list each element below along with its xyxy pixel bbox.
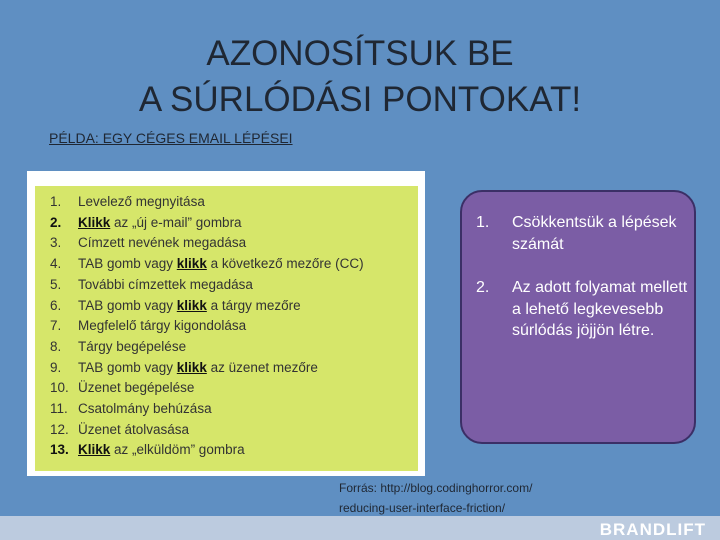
takeaway-item bbox=[476, 212, 698, 255]
source-line-2: reducing-user-interface-friction/ bbox=[339, 501, 506, 515]
step-text: Üzenet begépelése bbox=[78, 380, 195, 396]
step-item bbox=[50, 296, 420, 317]
brandlift-logo: BRANDLIFT bbox=[599, 520, 706, 539]
step-number: 4. bbox=[50, 256, 62, 272]
step-text: TAB gomb vagy bbox=[78, 297, 177, 313]
step-text: a tárgy mezőre bbox=[206, 297, 301, 313]
step-number: 12. bbox=[50, 421, 69, 437]
slide-title-line-2: A SÚRLÓDÁSI PONTOKAT! bbox=[138, 80, 582, 119]
step-item bbox=[50, 337, 420, 358]
step-text: az üzenet mezőre bbox=[206, 359, 318, 375]
email-steps-list bbox=[50, 192, 420, 461]
step-item bbox=[50, 233, 420, 254]
step-item bbox=[50, 358, 420, 379]
step-item bbox=[50, 213, 420, 234]
step-number: 2. bbox=[50, 214, 62, 230]
step-number: 8. bbox=[50, 338, 62, 354]
step-text: További címzettek megadása bbox=[78, 276, 253, 292]
steps-panel bbox=[35, 186, 418, 471]
steps-card bbox=[27, 171, 425, 476]
step-number: 6. bbox=[50, 297, 62, 313]
step-text: Megfelelő tárgy kigondolása bbox=[78, 318, 247, 334]
step-number: 10. bbox=[50, 380, 69, 396]
takeaway-text: Az adott folyamat mellett a lehető legkevesebb súrlódás jöjjön létre. bbox=[512, 279, 688, 339]
step-number: 13. bbox=[50, 442, 69, 458]
step-item bbox=[50, 316, 420, 337]
step-number: 9. bbox=[50, 359, 62, 375]
takeaway-text: Csökkentsük a lépések számát bbox=[512, 214, 677, 253]
step-item bbox=[50, 254, 420, 275]
step-number: 7. bbox=[50, 318, 62, 334]
takeaway-item bbox=[476, 277, 698, 342]
step-number: 1. bbox=[50, 194, 62, 209]
source-note bbox=[339, 478, 629, 518]
step-item bbox=[50, 275, 420, 296]
step-text: Üzenet átolvasása bbox=[78, 421, 190, 437]
step-text: klikk bbox=[176, 256, 207, 272]
step-number: 11. bbox=[50, 401, 68, 417]
step-item bbox=[50, 378, 420, 399]
takeaways-callout bbox=[460, 190, 696, 444]
step-item bbox=[50, 420, 420, 441]
step-text: Csatolmány behúzása bbox=[78, 401, 212, 417]
step-text: Levelező megnyitása bbox=[78, 194, 205, 209]
takeaways-list bbox=[476, 212, 698, 364]
slide-title-line-1: AZONOSÍTSUK BE bbox=[206, 34, 514, 73]
step-number: 3. bbox=[50, 235, 62, 251]
example-subtitle: PÉLDA: EGY CÉGES EMAIL LÉPÉSEI bbox=[49, 130, 293, 146]
takeaway-number: 2. bbox=[476, 279, 490, 296]
step-text: TAB gomb vagy bbox=[78, 256, 177, 272]
step-text: Klikk bbox=[78, 214, 111, 230]
source-line-1: Forrás: http://blog.codinghorror.com/ bbox=[339, 481, 533, 495]
step-text: az „új e-mail” gombra bbox=[110, 214, 242, 230]
step-text: az „elküldöm” gombra bbox=[110, 442, 245, 458]
takeaway-number: 1. bbox=[476, 214, 490, 231]
step-text: Tárgy begépelése bbox=[78, 338, 187, 354]
step-text: klikk bbox=[176, 359, 207, 375]
step-text: a következő mezőre (CC) bbox=[206, 256, 364, 272]
step-item bbox=[50, 192, 420, 213]
step-text: Klikk bbox=[78, 442, 111, 458]
step-item bbox=[50, 399, 420, 420]
step-text: klikk bbox=[176, 297, 207, 313]
step-number: 5. bbox=[50, 276, 62, 292]
step-text: TAB gomb vagy bbox=[78, 359, 177, 375]
step-text: Címzett nevének megadása bbox=[78, 235, 247, 251]
step-item bbox=[50, 440, 420, 461]
